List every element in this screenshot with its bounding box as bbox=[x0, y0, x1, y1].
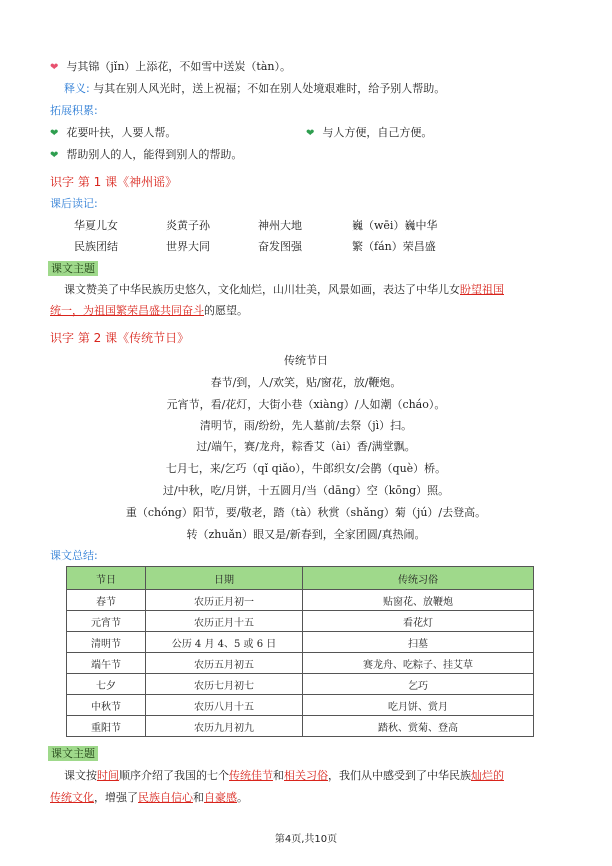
poem-line: 过/端午，赛/龙舟，粽香艾（ài）香/满堂飘。 bbox=[196, 440, 416, 453]
page-footer: 第4页,共10页 bbox=[274, 834, 338, 845]
table-cell: 元宵节 bbox=[67, 611, 146, 632]
idiom-text: 与其锦（jǐn）上添花，不如雪中送炭（tàn）。 bbox=[66, 60, 291, 73]
lesson1-reading-label: 课后读记: bbox=[50, 197, 98, 210]
word-item: 奋发图强 bbox=[258, 240, 302, 253]
heart-icon: ❤ bbox=[50, 128, 59, 139]
table-header: 日期 bbox=[146, 567, 303, 590]
word-item: 巍（wēi）巍中华 bbox=[352, 219, 438, 232]
table-header: 节日 bbox=[67, 567, 146, 590]
theme-badge: 课文主题 bbox=[48, 261, 98, 276]
table-cell: 赛龙舟、吃粽子、挂艾草 bbox=[303, 653, 534, 674]
table-row bbox=[67, 695, 534, 716]
theme-badge: 课文主题 bbox=[48, 746, 98, 761]
poem-line: 过/中秋，吃/月饼，十五圆月/当（dāng）空（kōng）照。 bbox=[162, 484, 450, 497]
table-cell: 七夕 bbox=[67, 674, 146, 695]
theme-text: 课文赞美了中华民族历史悠久，文化灿烂，山川壮美，风景如画，表达了中华儿女 bbox=[64, 283, 460, 296]
word-item: 民族团结 bbox=[74, 240, 118, 253]
word-item: 神州大地 bbox=[258, 219, 302, 232]
theme-text: 课文按 bbox=[64, 769, 97, 782]
theme-underline: 统一，为祖国繁荣昌盛共同奋斗 bbox=[50, 304, 204, 317]
poem-line: 清明节，雨/纷纷，先人墓前/去祭（jì）扫。 bbox=[199, 419, 413, 432]
lesson2-title: 识字 第 2 课《传统节日》 bbox=[50, 331, 190, 345]
poem-title: 传统节日 bbox=[284, 354, 328, 367]
ext-item-2-text: 与人方便，自己方便。 bbox=[322, 126, 433, 139]
explain-line bbox=[64, 82, 445, 96]
theme-underline: 时间 bbox=[97, 769, 119, 782]
poem-line: 春节/到，人/欢笑，贴/窗花，放/鞭炮。 bbox=[210, 376, 402, 389]
explain-label: 释义: bbox=[64, 82, 90, 95]
explain-text: 与其在别人风光时，送上祝福；不如在别人处境艰难时，给予别人帮助。 bbox=[93, 82, 446, 95]
ext-item-2 bbox=[306, 126, 432, 141]
theme-text: 和 bbox=[193, 791, 204, 804]
heart-icon: ❤ bbox=[50, 62, 59, 73]
theme-text: ，我们从中感受到了中华民族 bbox=[328, 769, 471, 782]
table-cell: 中秋节 bbox=[67, 695, 146, 716]
theme-underline: 灿烂的 bbox=[471, 769, 504, 782]
ext-item-1-text: 花要叶扶，人要人帮。 bbox=[66, 126, 177, 139]
ext-title: 拓展积累: bbox=[50, 104, 98, 117]
table-cell: 扫墓 bbox=[303, 632, 534, 653]
ext-item-3-text: 帮助别人的人，能得到别人的帮助。 bbox=[66, 148, 243, 161]
table-cell: 踏秋、赏菊、登高 bbox=[303, 716, 534, 737]
word-item: 繁（fán）荣昌盛 bbox=[352, 240, 436, 253]
table-cell: 农历七月初七 bbox=[146, 674, 303, 695]
table-cell: 乞巧 bbox=[303, 674, 534, 695]
summary-label: 课文总结: bbox=[50, 549, 98, 562]
theme-underline: 传统佳节 bbox=[229, 769, 273, 782]
theme-underline: 传统文化 bbox=[50, 791, 94, 804]
poem-line: 元宵节，看/花灯，大街小巷（xiàng）/人如潮（cháo）。 bbox=[166, 398, 446, 411]
theme-text: ，增强了 bbox=[94, 791, 138, 804]
table-cell: 端午节 bbox=[67, 653, 146, 674]
table-cell: 贴窗花、放鞭炮 bbox=[303, 590, 534, 611]
table-row bbox=[67, 590, 534, 611]
theme-underline: 自豪感 bbox=[204, 791, 237, 804]
word-item: 世界大同 bbox=[166, 240, 210, 253]
lesson2-theme-line1 bbox=[64, 769, 504, 783]
idiom-line bbox=[50, 60, 291, 75]
table-cell: 农历八月十五 bbox=[146, 695, 303, 716]
lesson1-theme-line2 bbox=[50, 304, 248, 318]
table-cell: 农历正月十五 bbox=[146, 611, 303, 632]
poem-line: 七月七，来/乞巧（qǐ qiǎo），牛郎织女/会鹊（què）桥。 bbox=[165, 462, 447, 475]
theme-text: 和 bbox=[273, 769, 284, 782]
table-row bbox=[67, 674, 534, 695]
theme-text: 顺序介绍了我国的七个 bbox=[119, 769, 229, 782]
table-header: 传统习俗 bbox=[303, 567, 534, 590]
table-header-row bbox=[67, 567, 534, 590]
table-cell: 清明节 bbox=[67, 632, 146, 653]
table-row bbox=[67, 632, 534, 653]
table-cell: 农历五月初五 bbox=[146, 653, 303, 674]
table-cell: 农历九月初九 bbox=[146, 716, 303, 737]
table-row bbox=[67, 611, 534, 632]
table-cell: 看花灯 bbox=[303, 611, 534, 632]
lesson2-theme-line2 bbox=[50, 791, 248, 805]
theme-text: 的愿望。 bbox=[204, 304, 248, 317]
theme-text: 。 bbox=[237, 791, 248, 804]
ext-item-1 bbox=[50, 126, 176, 141]
theme-underline: 相关习俗 bbox=[284, 769, 328, 782]
table-row bbox=[67, 716, 534, 737]
heart-icon: ❤ bbox=[306, 128, 315, 139]
word-item: 华夏儿女 bbox=[74, 219, 118, 232]
heart-icon: ❤ bbox=[50, 150, 59, 161]
word-item: 炎黄子孙 bbox=[166, 219, 210, 232]
table-cell: 吃月饼、赏月 bbox=[303, 695, 534, 716]
table-cell: 公历 4 月 4、5 或 6 日 bbox=[146, 632, 303, 653]
poem-line: 转（zhuǎn）眼又是/新春到，全家团圆/真热闹。 bbox=[186, 528, 426, 541]
theme-underline: 民族自信心 bbox=[138, 791, 193, 804]
table-cell: 重阳节 bbox=[67, 716, 146, 737]
table-cell: 农历正月初一 bbox=[146, 590, 303, 611]
lesson1-theme-line1 bbox=[64, 283, 504, 297]
table-row bbox=[67, 653, 534, 674]
lesson1-title: 识字 第 1 课《神州谣》 bbox=[50, 175, 178, 189]
theme-underline: 盼望祖国 bbox=[460, 283, 504, 296]
poem-line: 重（chóng）阳节，要/敬老，踏（tà）秋赏（shǎng）菊（jú）/去登高。 bbox=[125, 506, 487, 519]
table-cell: 春节 bbox=[67, 590, 146, 611]
festival-table bbox=[66, 566, 534, 737]
ext-item-3 bbox=[50, 148, 242, 163]
